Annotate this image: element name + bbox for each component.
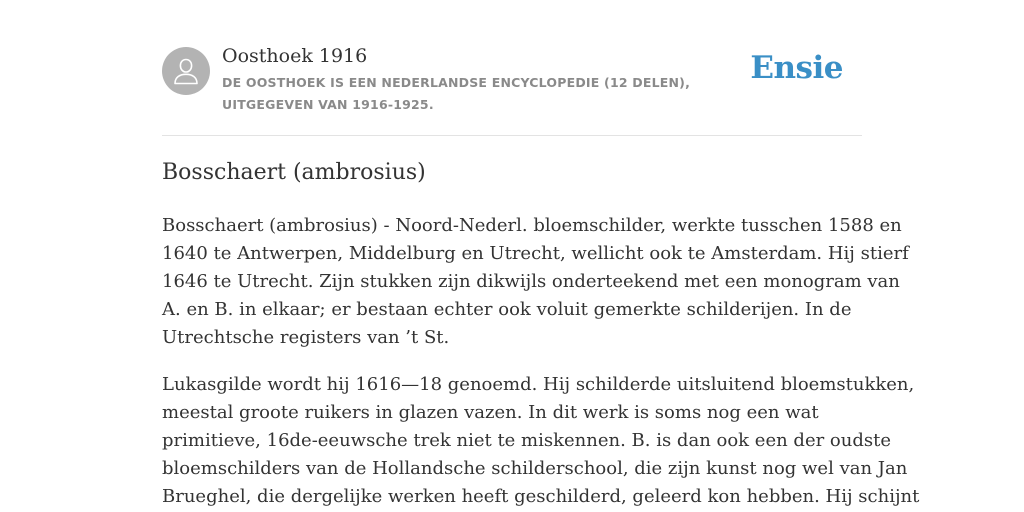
article-line: A. en B. in elkaar; er bestaan echter ook voluit gemerkte schilderijen. In de [162, 299, 852, 320]
source-title[interactable]: Oosthoek 1916 [222, 45, 368, 67]
source-description: DE OOSTHOEK IS EEN NEDERLANDSE ENCYCLOPEDIE (12 DELEN), UITGEGEVEN VAN 1916-1925. [222, 75, 691, 112]
article-line: Utrechtsche registers van ’t St. [162, 327, 450, 348]
article-paragraph [162, 212, 909, 352]
article-line: 1646 te Utrecht. Zijn stukken zijn dikwijls onderteekend met een monogram van [162, 271, 900, 292]
article-paragraph [162, 371, 920, 511]
article-body [162, 212, 920, 512]
ensie-logo[interactable]: Ensie [750, 50, 843, 86]
article-line: primitieve, 16de-eeuwsche trek niet te miskennen. B. is dan ook een der oudste [162, 430, 891, 451]
source-header [162, 44, 862, 136]
article-line: Lukasgilde wordt hij 1616—18 genoemd. Hij schilderde uitsluitend bloemstukken, [162, 374, 915, 395]
page-title: Bosschaert (ambrosius) [162, 160, 426, 185]
article-line: bloemschilders van de Hollandsche schilderschool, die zijn kunst nog wel van Jan [162, 458, 908, 479]
avatar[interactable] [162, 47, 210, 95]
article-line: Bosschaert (ambrosius) - Noord-Nederl. bloemschilder, werkte tusschen 1588 en [162, 215, 902, 236]
article-line: Brueghel, die dergelijke werken heeft geschilderd, geleerd kon hebben. Hij schijnt [162, 486, 920, 507]
article-line: 1640 te Antwerpen, Middelburg en Utrecht, wellicht ook te Amsterdam. Hij stierf [162, 243, 909, 264]
article-line: meestal groote ruikers in glazen vazen. In dit werk is soms nog een wat [162, 402, 819, 423]
